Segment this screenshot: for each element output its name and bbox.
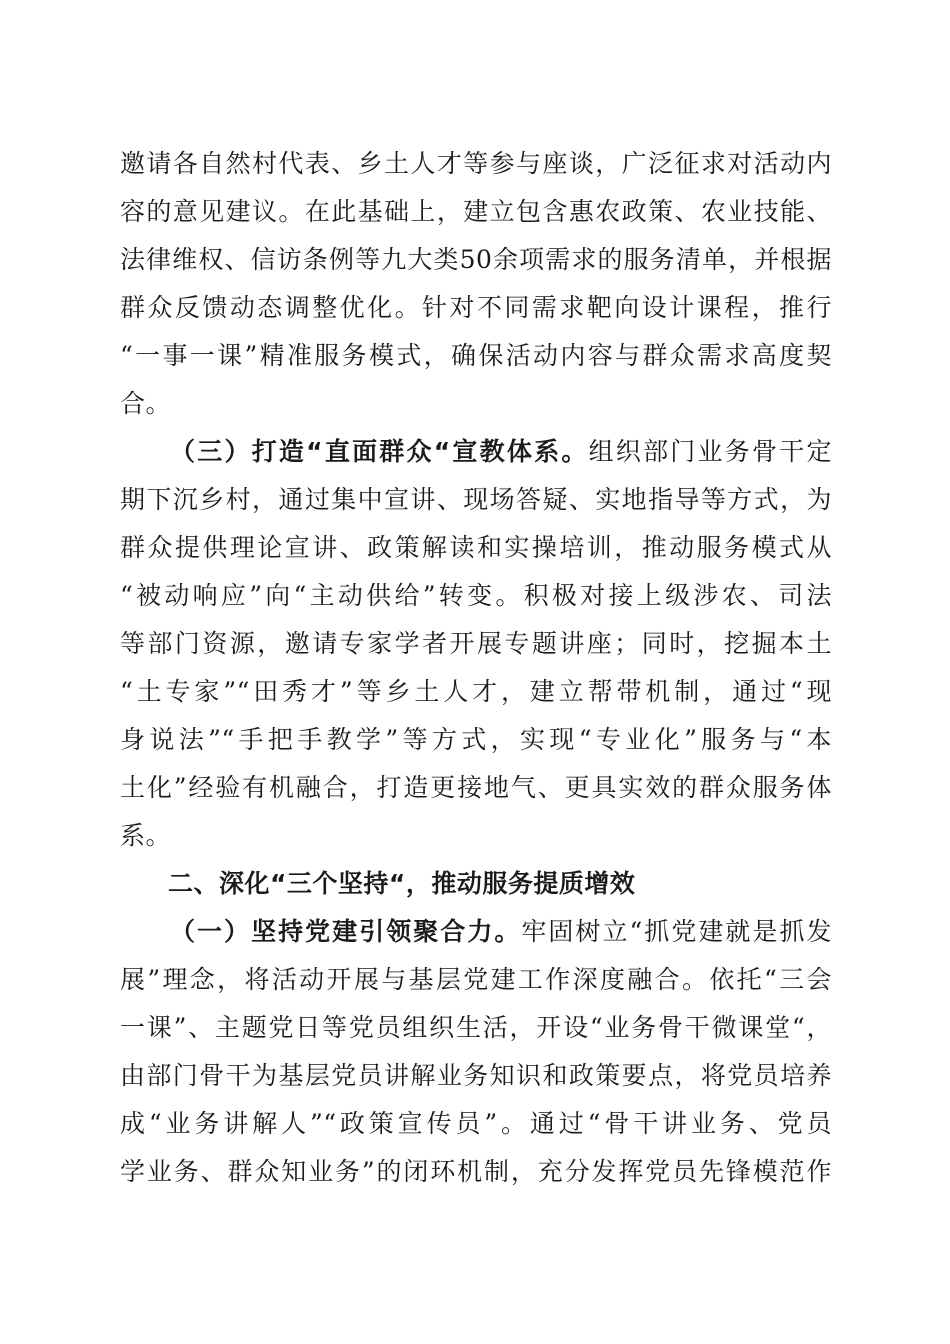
text-line: 成“业务讲解人”“政策宣传员”。通过“骨干讲业务、党员 xyxy=(120,1109,832,1138)
text-line: 群众反馈动态调整优化。针对不同需求靶向设计课程，推行 xyxy=(120,293,832,322)
text-line: 身说法”“手把手教学”等方式，实现“专业化”服务与“本 xyxy=(120,725,832,754)
text-line xyxy=(120,908,832,956)
text-span: 组织部门业务骨干定 xyxy=(588,437,832,466)
text-line: 合。 xyxy=(120,389,172,418)
text-line: 容的意见建议。在此基础上，建立包含惠农政策、农业技能、 xyxy=(120,197,832,226)
text-line xyxy=(120,428,832,476)
text-line: 法律维权、信访条例等九大类50余项需求的服务清单，并根据 xyxy=(120,245,832,274)
text-line: 等部门资源，邀请专家学者开展专题讲座；同时，挖掘本土 xyxy=(120,629,832,658)
text-line: “土专家”“田秀才”等乡土人才，建立帮带机制，通过“现 xyxy=(120,677,832,706)
text-line: 邀请各自然村代表、乡土人才等参与座谈，广泛征求对活动内 xyxy=(120,149,832,178)
text-line: 学业务、群众知业务”的闭环机制，充分发挥党员先锋模范作 xyxy=(120,1157,832,1186)
subsection-title: （三）打造“直面群众“宣教体系。 xyxy=(170,437,589,466)
section-heading: 二、深化“三个坚持“，推动服务提质增效 xyxy=(168,869,636,898)
paragraph-section-3 xyxy=(120,428,832,860)
paragraph-continuation xyxy=(120,140,832,428)
document-page xyxy=(120,140,832,1196)
text-line: “一事一课”精准服务模式，确保活动内容与群众需求高度契 xyxy=(120,341,832,370)
text-line: 展”理念，将活动开展与基层党建工作深度融合。依托“三会 xyxy=(120,965,832,994)
text-line: 土化”经验有机融合，打造更接地气、更具实效的群众服务体 xyxy=(120,773,832,802)
text-line: 群众提供理论宣讲、政策解读和实操培训，推动服务模式从 xyxy=(120,533,832,562)
text-line: 期下沉乡村，通过集中宣讲、现场答疑、实地指导等方式，为 xyxy=(120,485,832,514)
text-line: 由部门骨干为基层党员讲解业务知识和政策要点，将党员培养 xyxy=(120,1061,832,1090)
text-span: 牢固树立“抓党建就是抓发 xyxy=(521,917,832,946)
text-line: “被动响应”向“主动供给”转变。积极对接上级涉农、司法 xyxy=(120,581,832,610)
paragraph-subsection-1 xyxy=(120,908,832,1196)
subsection-title: （一）坚持党建引领聚合力。 xyxy=(170,917,522,946)
text-line: 一课”、主题党日等党员组织生活，开设“业务骨干微课堂“， xyxy=(120,1013,832,1042)
text-line: 系。 xyxy=(120,821,172,850)
